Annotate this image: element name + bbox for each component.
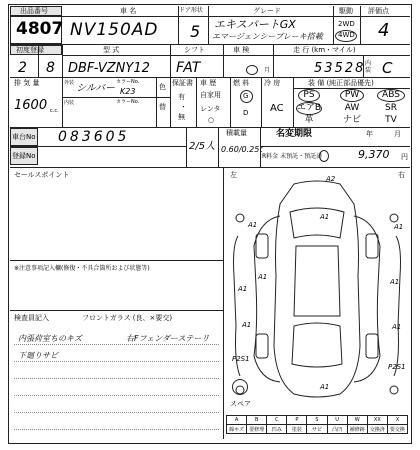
first-reg-month: 8	[46, 60, 55, 76]
divider	[293, 77, 294, 127]
inspector-note-3: 下廻りサビ	[18, 351, 58, 360]
recycle-label: 名変期限	[276, 129, 313, 139]
shift-label: シフト	[184, 46, 205, 54]
recycle-yen: 円	[401, 153, 408, 161]
ac-value: AC	[270, 103, 284, 114]
divider	[363, 55, 364, 77]
drive-2wd: 2WD	[338, 20, 355, 28]
category-own: 自家用	[200, 91, 221, 99]
divider	[62, 55, 410, 56]
drive-label: 駆動	[339, 7, 353, 15]
legend-code: A	[227, 416, 247, 425]
first-reg-label: 初度登録	[16, 46, 44, 54]
recycle-opts: R料金 未預託・預託済	[262, 153, 323, 160]
lot-number-label: 出品番号	[20, 7, 48, 15]
spare-label: スペア	[230, 400, 251, 408]
legend-code: XX	[367, 416, 387, 425]
first-reg-year: 2	[18, 60, 27, 76]
recycle-deposit-circle	[319, 150, 329, 162]
doors-value: 5	[190, 22, 201, 41]
spare-tire-icon	[232, 379, 248, 395]
damage-mark-10: P2S1	[232, 355, 250, 363]
legend-code: U	[327, 416, 347, 425]
drive-4wd: 4WD	[338, 31, 355, 39]
recycle-amount: 9,370	[358, 148, 390, 161]
score-label: 評価点	[368, 7, 389, 15]
warranty-yes: 有	[178, 93, 185, 101]
legend-name: 交換済	[367, 425, 387, 434]
legend-code: X	[387, 416, 407, 425]
color-value: シルバー	[76, 83, 116, 94]
divider	[273, 45, 274, 77]
divider	[10, 127, 410, 128]
legend-name: サビ	[307, 425, 327, 434]
legend-name: 要交換	[387, 425, 407, 434]
divider	[14, 361, 219, 362]
notes-label: ※注意事項記入欄(修復・不具合箇所および状態等)	[14, 265, 150, 272]
legend-code: C	[267, 416, 287, 425]
chassis-label: 車台No	[12, 133, 36, 141]
capacity-value: 2/5人	[189, 141, 216, 152]
car-name: NV150AD	[70, 20, 159, 40]
equip-navi: ナビ	[342, 115, 361, 125]
legend-name: 補修跡	[347, 425, 367, 434]
equip-aw: AW	[344, 103, 360, 113]
category-o: ○	[208, 116, 215, 124]
category-label: 車 歴	[200, 79, 217, 87]
divider	[260, 146, 410, 147]
doors-label: ドア形状	[179, 7, 203, 14]
equip-airbag: エアB	[296, 103, 322, 113]
shift-value: FAT	[176, 60, 201, 76]
fuel-g: G	[243, 92, 249, 100]
displacement-label: 排 気 量	[14, 79, 40, 87]
damage-mark-2: A1	[320, 213, 330, 221]
load-label: 積載量	[226, 129, 247, 137]
inspection-month: 月	[264, 67, 271, 74]
divider	[62, 77, 63, 127]
equip-leather: 革	[304, 115, 314, 125]
divider	[14, 395, 219, 396]
warranty-no: 無	[178, 113, 185, 121]
interior-label: 内装	[365, 60, 372, 74]
windshield-label: フロントガラス (良、×要交)	[82, 314, 173, 322]
inspection-circle	[246, 65, 258, 75]
color-no-value: K23	[120, 87, 136, 96]
legend-name: 凹み	[267, 425, 287, 434]
divider	[261, 77, 262, 127]
interior-small-label: 内装	[64, 100, 75, 106]
legend-name: 塗装	[287, 425, 307, 434]
displacement-value: 1600	[14, 98, 48, 113]
divider	[10, 310, 223, 311]
recycle-year: 年	[366, 130, 373, 138]
inspection-label: 車 検	[233, 46, 250, 54]
fuel-label: 燃 料	[233, 79, 250, 87]
damage-mark-5: A1	[258, 273, 268, 281]
legend-name: 線キズ	[227, 425, 247, 434]
divider	[170, 45, 171, 77]
interior-value: C	[382, 59, 393, 77]
model-label: 型 式	[103, 46, 120, 54]
divider	[170, 77, 171, 127]
divider	[10, 260, 223, 261]
car-diagram	[224, 176, 410, 406]
inspector-label: 検査員記入	[14, 314, 49, 322]
legend-name: 要修理	[247, 425, 267, 434]
color-no-label-2: カラーNo.	[116, 99, 140, 105]
divider	[62, 97, 170, 98]
divider	[14, 344, 219, 345]
divider	[14, 429, 219, 430]
exterior-label: 外装	[64, 80, 75, 86]
color-no-label: カラーNo.	[116, 79, 140, 85]
equip-pw: PW	[344, 90, 360, 100]
grade-label: グレード	[253, 7, 281, 15]
mileage-value: 53528	[314, 61, 366, 76]
recycle-month: 月	[394, 130, 401, 138]
equip-tv: TV	[385, 115, 397, 125]
car-name-label: 車 名	[120, 7, 137, 15]
color-change: 替	[159, 103, 166, 111]
fuel-d: D	[243, 109, 249, 117]
grade-line2: エマージェンシーブレーキ搭載	[212, 32, 323, 41]
score-value: 4	[378, 20, 390, 41]
left-label: 左	[230, 171, 237, 179]
damage-mark-12: A1	[320, 383, 330, 391]
divider	[186, 127, 187, 167]
divider	[10, 77, 410, 78]
divider	[260, 127, 261, 167]
category-rental: レンタ	[200, 105, 221, 113]
damage-mark-3: A1	[248, 221, 258, 229]
equip-label: 装 備 (純正部品優先)	[308, 79, 374, 87]
legend-code: W	[347, 416, 367, 425]
divider	[223, 45, 224, 77]
sales-point-label: セールスポイント	[14, 171, 70, 179]
equip-abs: ABS	[382, 90, 400, 100]
model-value: DBF-VZNY12	[68, 61, 150, 76]
equip-ps: PS	[303, 90, 315, 100]
damage-mark-8: A1	[242, 321, 252, 329]
divider	[196, 77, 197, 127]
divider	[230, 77, 231, 127]
lot-number: 4807	[16, 19, 64, 39]
divider	[38, 45, 39, 77]
warranty-dot: ・	[180, 103, 187, 111]
damage-mark-9: A1	[392, 323, 402, 331]
row1-header-line	[62, 16, 410, 17]
legend-code: S	[307, 416, 327, 425]
mileage-label: 走 行 (km・マイル)	[293, 46, 356, 54]
damage-mark-1: A2	[326, 175, 336, 183]
divider	[14, 378, 219, 379]
ac-label: 冷 房	[264, 79, 281, 87]
divider	[333, 6, 334, 44]
right-label: 右	[398, 171, 405, 179]
grade-line1: エキスパートGX	[214, 18, 296, 31]
divider	[10, 44, 410, 45]
divider	[14, 412, 219, 413]
damage-mark-6: A1	[238, 285, 248, 293]
color-word: 色	[159, 83, 166, 91]
legend-code: B	[247, 416, 267, 425]
divider	[218, 127, 219, 167]
damage-mark-7: A1	[390, 278, 400, 286]
divider	[156, 77, 157, 127]
damage-mark-11: P2S1	[388, 363, 406, 371]
divider	[360, 6, 361, 44]
inspector-note-1: 内張荷室ちのキズ	[18, 334, 82, 343]
equip-sr: SR	[385, 103, 397, 113]
divider	[208, 6, 209, 44]
divider	[10, 167, 410, 168]
damage-mark-4: A1	[394, 223, 404, 231]
legend-name: 凸凹	[327, 425, 347, 434]
load-value: 0.60/0.25t	[221, 145, 263, 154]
warranty-label: 保証書	[172, 79, 193, 87]
legend-code: P	[287, 416, 307, 425]
reg-label: 登録No	[12, 152, 36, 160]
chassis-value: 083605	[58, 129, 130, 145]
cc-unit: c.c.	[50, 108, 59, 114]
divider	[62, 45, 63, 77]
auction-sheet	[8, 4, 412, 444]
damage-legend	[226, 415, 408, 434]
inspector-note-2: 右Fフェンダーステーリ	[126, 334, 210, 343]
